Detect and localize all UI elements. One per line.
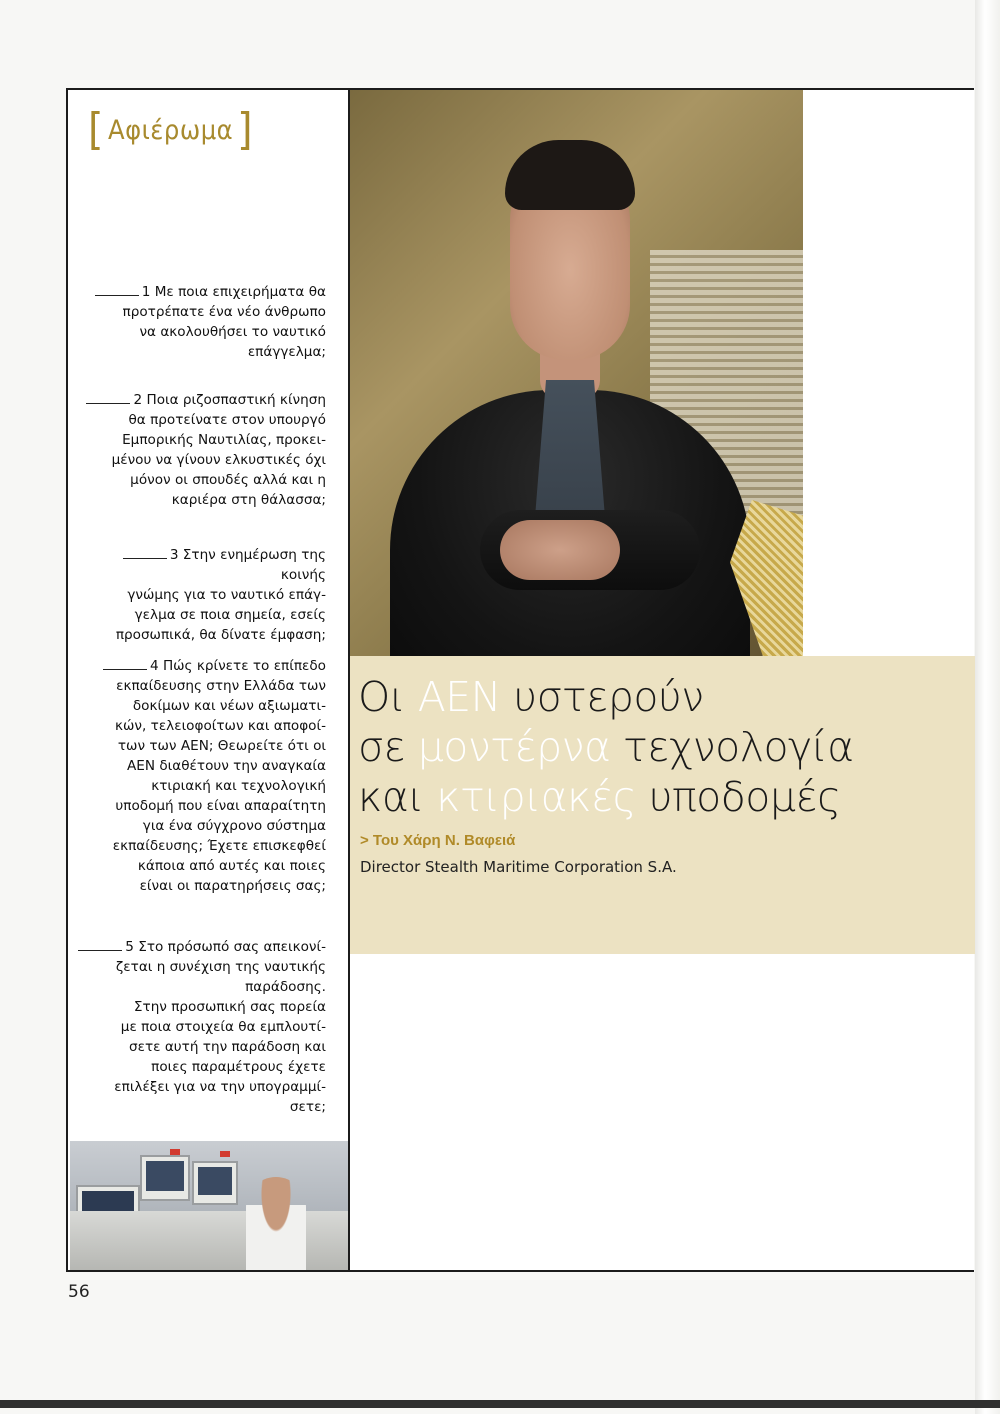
page-edge (975, 0, 1000, 1414)
question-line: επάγγελμα; (247, 344, 326, 360)
question-1 (78, 282, 326, 362)
question-text: Στο πρόσωπό σας απεικονί- (138, 939, 326, 955)
question-line: ζεται η συνέχιση της ναυτικής (115, 959, 326, 975)
headline-text: Οι (358, 673, 418, 721)
headline-highlight: μοντέρνα (417, 723, 611, 771)
headline-text: τεχνολογία (610, 723, 854, 771)
question-number: 5 (125, 939, 134, 955)
question-line: καριέρα στη θάλασσα; (171, 492, 326, 508)
question-line: επιλέξει για να την υπογραμμί- (114, 1079, 326, 1095)
question-line: σετε; (289, 1099, 326, 1115)
article-headline (358, 672, 958, 822)
section-tag (88, 104, 253, 156)
question-line: για ένα σύγχρονο σύστημα (142, 818, 326, 834)
headline-text: σε (358, 723, 418, 771)
question-5 (78, 937, 326, 1117)
question-line: των των ΑΕΝ; Θεωρείτε ότι οι (117, 738, 326, 754)
question-text: Πώς κρίνετε το επίπεδο (162, 658, 326, 674)
bracket-open-icon: [ (88, 104, 104, 155)
question-2 (78, 390, 326, 510)
author-role: Director Stealth Maritime Corporation S.A. (360, 858, 677, 876)
author-byline: > Του Χάρη Ν. Βαφειά (360, 832, 516, 849)
question-rule (86, 402, 130, 404)
monitor-shape (140, 1155, 190, 1201)
question-line: κτιριακή και τεχνολογική (151, 778, 326, 794)
desk-shape (70, 1211, 348, 1270)
question-line: να ακολουθήσει το ναυτικό (139, 324, 326, 340)
question-line: προτρέπατε ένα νέο άνθρωπο (122, 304, 326, 320)
question-line: είναι οι παρατηρήσεις σας; (139, 878, 326, 894)
question-number: 3 (169, 547, 179, 563)
headline-text: και (358, 773, 437, 821)
question-line: εκπαίδευσης; Έχετε επισκεφθεί (112, 838, 326, 854)
question-line: σετε αυτή την παράδοση και (129, 1039, 326, 1055)
question-rule (78, 949, 122, 951)
question-line: προσωπικά, θα δίνατε έμφαση; (115, 627, 326, 643)
question-line: μένου να γίνουν ελκυστικές όχι (111, 452, 326, 468)
question-line: θα προτείνατε στον υπουργό (128, 412, 326, 428)
question-3 (78, 545, 326, 645)
indicator-light (220, 1151, 230, 1157)
control-room-photo (70, 1141, 348, 1270)
question-4 (78, 656, 326, 896)
question-text: Με ποια επιχειρήματα θα (154, 284, 326, 300)
question-number: 2 (133, 392, 143, 408)
monitor-shape (192, 1161, 238, 1205)
question-line: δοκίμων και νέων αξιωματι- (132, 698, 326, 714)
question-line: Στην προσωπική σας πορεία (133, 999, 326, 1015)
question-line: ποιες παραμέτρους έχετε (151, 1059, 326, 1075)
headline-highlight: ΑΕΝ (417, 673, 501, 721)
question-line: υποδομή που είναι απαραίτητη (115, 798, 326, 814)
question-text: Ποια ριζοσπαστική κίνηση (146, 392, 326, 408)
headline-highlight: κτιριακές (436, 773, 637, 821)
question-line: γελμα σε ποια σημεία, εσείς (134, 607, 326, 623)
question-text: Στην ενημέρωση της κοινής (182, 547, 326, 583)
question-rule (103, 668, 147, 670)
question-line: κάποια από αυτές και ποιες (137, 858, 326, 874)
section-tag-label: Αφιέρωμα (107, 114, 234, 146)
question-line: εκπαίδευσης στην Ελλάδα των (116, 678, 326, 694)
question-line: με ποια στοιχεία θα εμπλουτί- (120, 1019, 326, 1035)
question-line: μόνον οι σπουδές αλλά και η (130, 472, 326, 488)
hair (505, 140, 635, 210)
question-rule (95, 294, 139, 296)
question-line: Εμπορικής Ναυτιλίας, προκει- (122, 432, 326, 448)
question-line: ΑΕΝ διαθέτουν την αναγκαία (126, 758, 326, 774)
hand (500, 520, 620, 580)
page-number: 56 (68, 1282, 90, 1302)
headline-text: υποδομές (636, 773, 841, 821)
question-line: παράδοσης. (245, 979, 326, 995)
operator-figure (246, 1177, 306, 1270)
headline-text: υστερούν (500, 673, 704, 721)
bracket-close-icon: ] (237, 104, 254, 155)
question-line: γνώμης για το ναυτικό επάγ- (127, 587, 326, 603)
question-line: κών, τελειοφοίτων και αποφοί- (115, 718, 326, 734)
question-number: 4 (149, 658, 159, 674)
bottom-bar (0, 1400, 1000, 1408)
question-number: 1 (141, 284, 151, 300)
indicator-light (170, 1149, 180, 1155)
question-rule (123, 557, 167, 559)
portrait-photo (350, 90, 803, 656)
